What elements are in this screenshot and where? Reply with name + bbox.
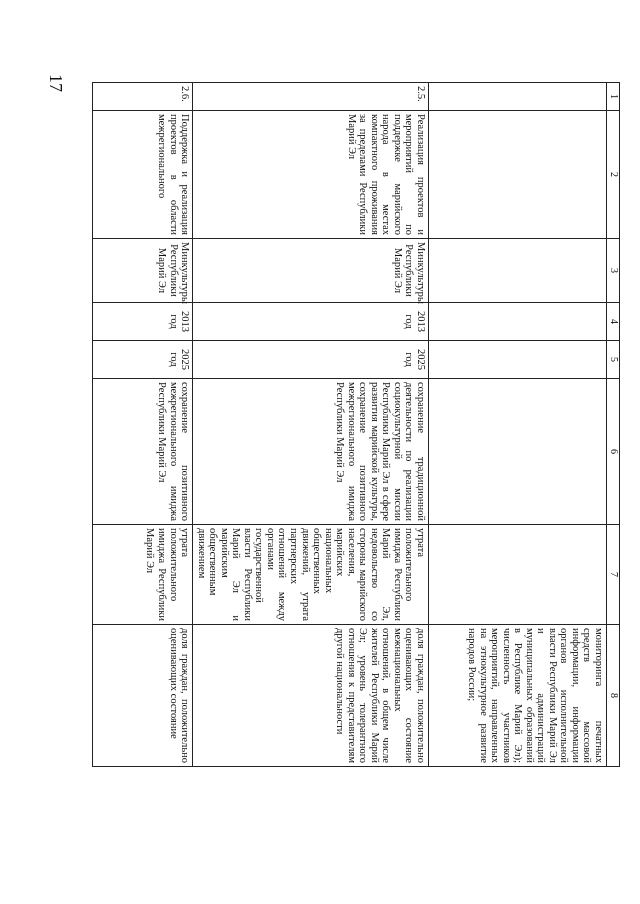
row-start: 2013 год bbox=[93, 303, 193, 341]
row-executor bbox=[429, 239, 607, 303]
row-result: сохранение позитивного межрегионального имиджа Республики Марий Эл bbox=[93, 379, 193, 525]
row-end: 2025 год bbox=[193, 341, 429, 379]
row-num: 2.6. bbox=[93, 83, 193, 111]
row-indicators: доля граждан, положительно оценивающих состояние bbox=[93, 625, 193, 767]
rotated-table-container bbox=[104, 82, 620, 766]
table-row bbox=[193, 83, 429, 767]
row-num: 2.5. bbox=[193, 83, 429, 111]
col-number: 1 bbox=[607, 83, 620, 111]
row-end: 2025 год bbox=[93, 341, 193, 379]
row-indicators: доля граждан, положительно оценивающих состояние межнациональных отношений, в общем числе жителей Республики Марий Эл; уровень толерантного отношения к представителям другой национальности bbox=[193, 625, 429, 767]
row-num bbox=[429, 83, 607, 111]
row-name: Реализация проектов и мероприятий по поддержке марийского народа в местах компактного проживания за пределами Республики Марий Эл bbox=[193, 111, 429, 239]
row-executor: Минкультуры Республики Марий Эл bbox=[93, 239, 193, 303]
col-number: 3 bbox=[607, 239, 620, 303]
col-number: 4 bbox=[607, 303, 620, 341]
program-measures-table bbox=[92, 82, 620, 767]
page-number: 17 bbox=[46, 74, 66, 92]
row-result: сохранение традиционной деятельности по реализации социокультурной миссии Республики Марий Эл в сфере развития марийской культуры, сохранение позитивного межрегионального имиджа Республики Марий Эл bbox=[193, 379, 429, 525]
col-number: 8 bbox=[607, 625, 620, 767]
row-name bbox=[429, 111, 607, 239]
row-risk: утрата положительного имиджа Республики Марий Эл, недовольство со стороны марийского населения, марийских национальных общественных движений, утрата партнерских отношений между органами государственной власти Республики Марий Эл и марийским общественным движением bbox=[193, 525, 429, 625]
row-end bbox=[429, 341, 607, 379]
table-row bbox=[429, 83, 607, 767]
table-row bbox=[93, 83, 193, 767]
col-number: 5 bbox=[607, 341, 620, 379]
column-number-row bbox=[607, 83, 620, 767]
col-number: 6 bbox=[607, 379, 620, 525]
row-risk: утрата положительного имиджа Республики Марий Эл bbox=[93, 525, 193, 625]
row-start: 2013 год bbox=[193, 303, 429, 341]
row-start bbox=[429, 303, 607, 341]
col-number: 2 bbox=[607, 111, 620, 239]
row-executor: Минкультуры Республики Марий Эл bbox=[193, 239, 429, 303]
row-result bbox=[429, 379, 607, 525]
col-number: 7 bbox=[607, 525, 620, 625]
row-risk bbox=[429, 525, 607, 625]
row-name: Поддержка и реализация проектов в области межрегионального bbox=[93, 111, 193, 239]
row-indicators: мониторинга печатных средств массовой информации, информации органов исполнительной власти Республики Марий Эл и администраций муниципальных образований в Республике Марий Эл); численность участников мероприятий, направленных на этнокультурное развитие народов России; bbox=[429, 625, 607, 767]
